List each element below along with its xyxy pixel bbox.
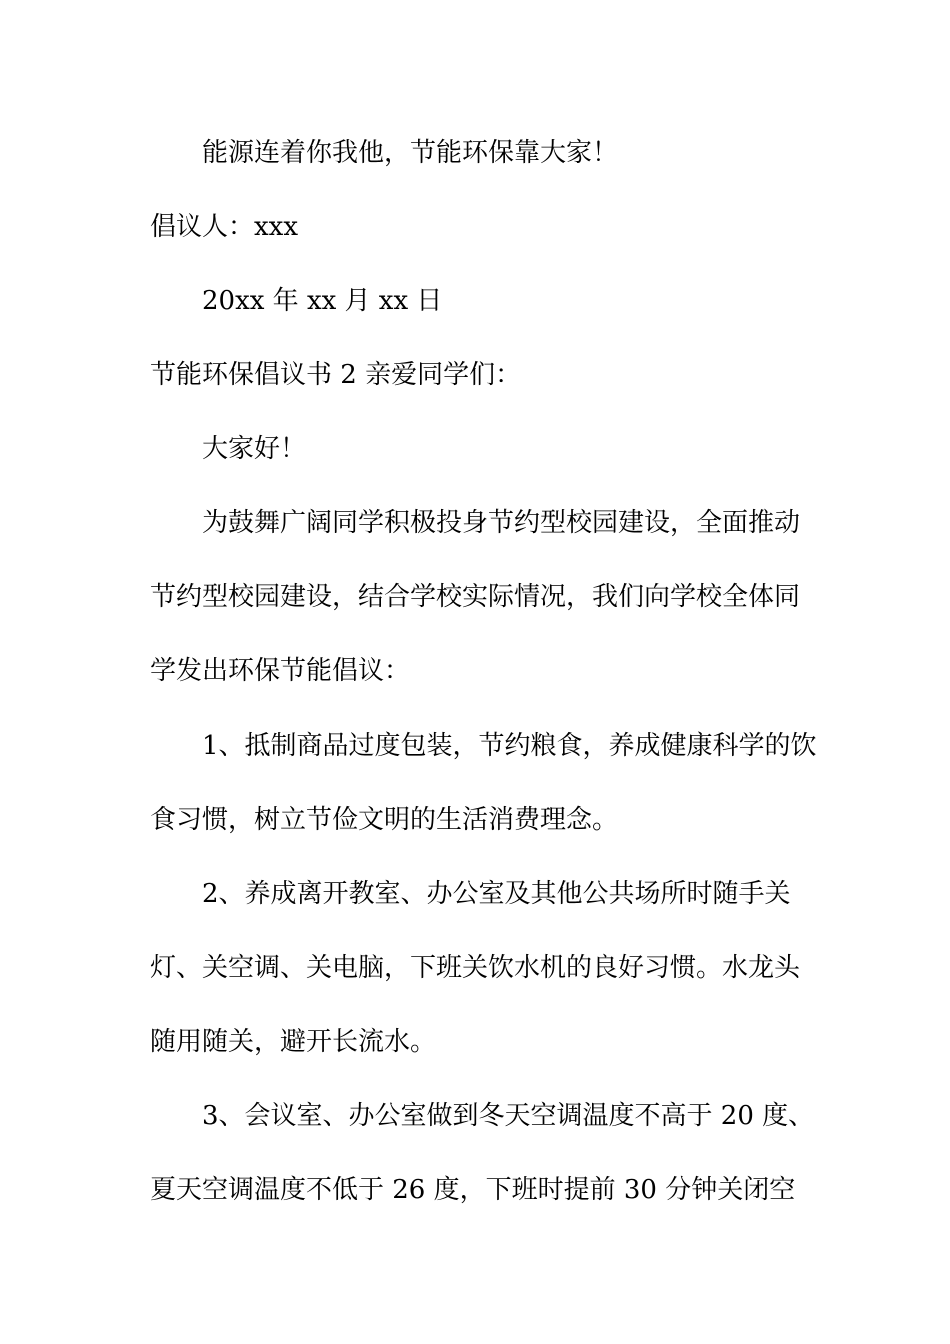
body-line: 为鼓舞广阔同学积极投身节约型校园建设，全面推动	[202, 508, 801, 538]
item-2-line: 2、养成离开教室、办公室及其他公共场所时随手关	[202, 879, 791, 909]
greeting-line: 大家好！	[202, 434, 307, 464]
body-line: 学发出环保节能倡议：	[150, 656, 411, 686]
item-3-line: 3、会议室、办公室做到冬天空调温度不高于 20 度、	[202, 1101, 815, 1131]
section-title-line: 节能环保倡议书 2 亲爱同学们：	[150, 360, 522, 390]
item-1-line: 1、抵制商品过度包装，节约粮食，养成健康科学的饮	[202, 731, 817, 761]
date-line: 20xx 年 xx 月 xx 日	[202, 286, 443, 316]
item-2-line: 随用随关，避开长流水。	[150, 1027, 437, 1057]
item-2-line: 灯、关空调、关电脑，下班关饮水机的良好习惯。水龙头	[150, 953, 801, 983]
item-1-line: 食习惯，树立节俭文明的生活消费理念。	[150, 805, 619, 835]
initiator-line: 倡议人：xxx	[150, 212, 298, 242]
item-3-line: 夏天空调温度不低于 26 度，下班时提前 30 分钟关闭空	[150, 1175, 796, 1205]
body-line: 节约型校园建设，结合学校实际情况，我们向学校全体同	[150, 582, 801, 612]
slogan-line: 能源连着你我他，节能环保靠大家！	[202, 138, 619, 168]
